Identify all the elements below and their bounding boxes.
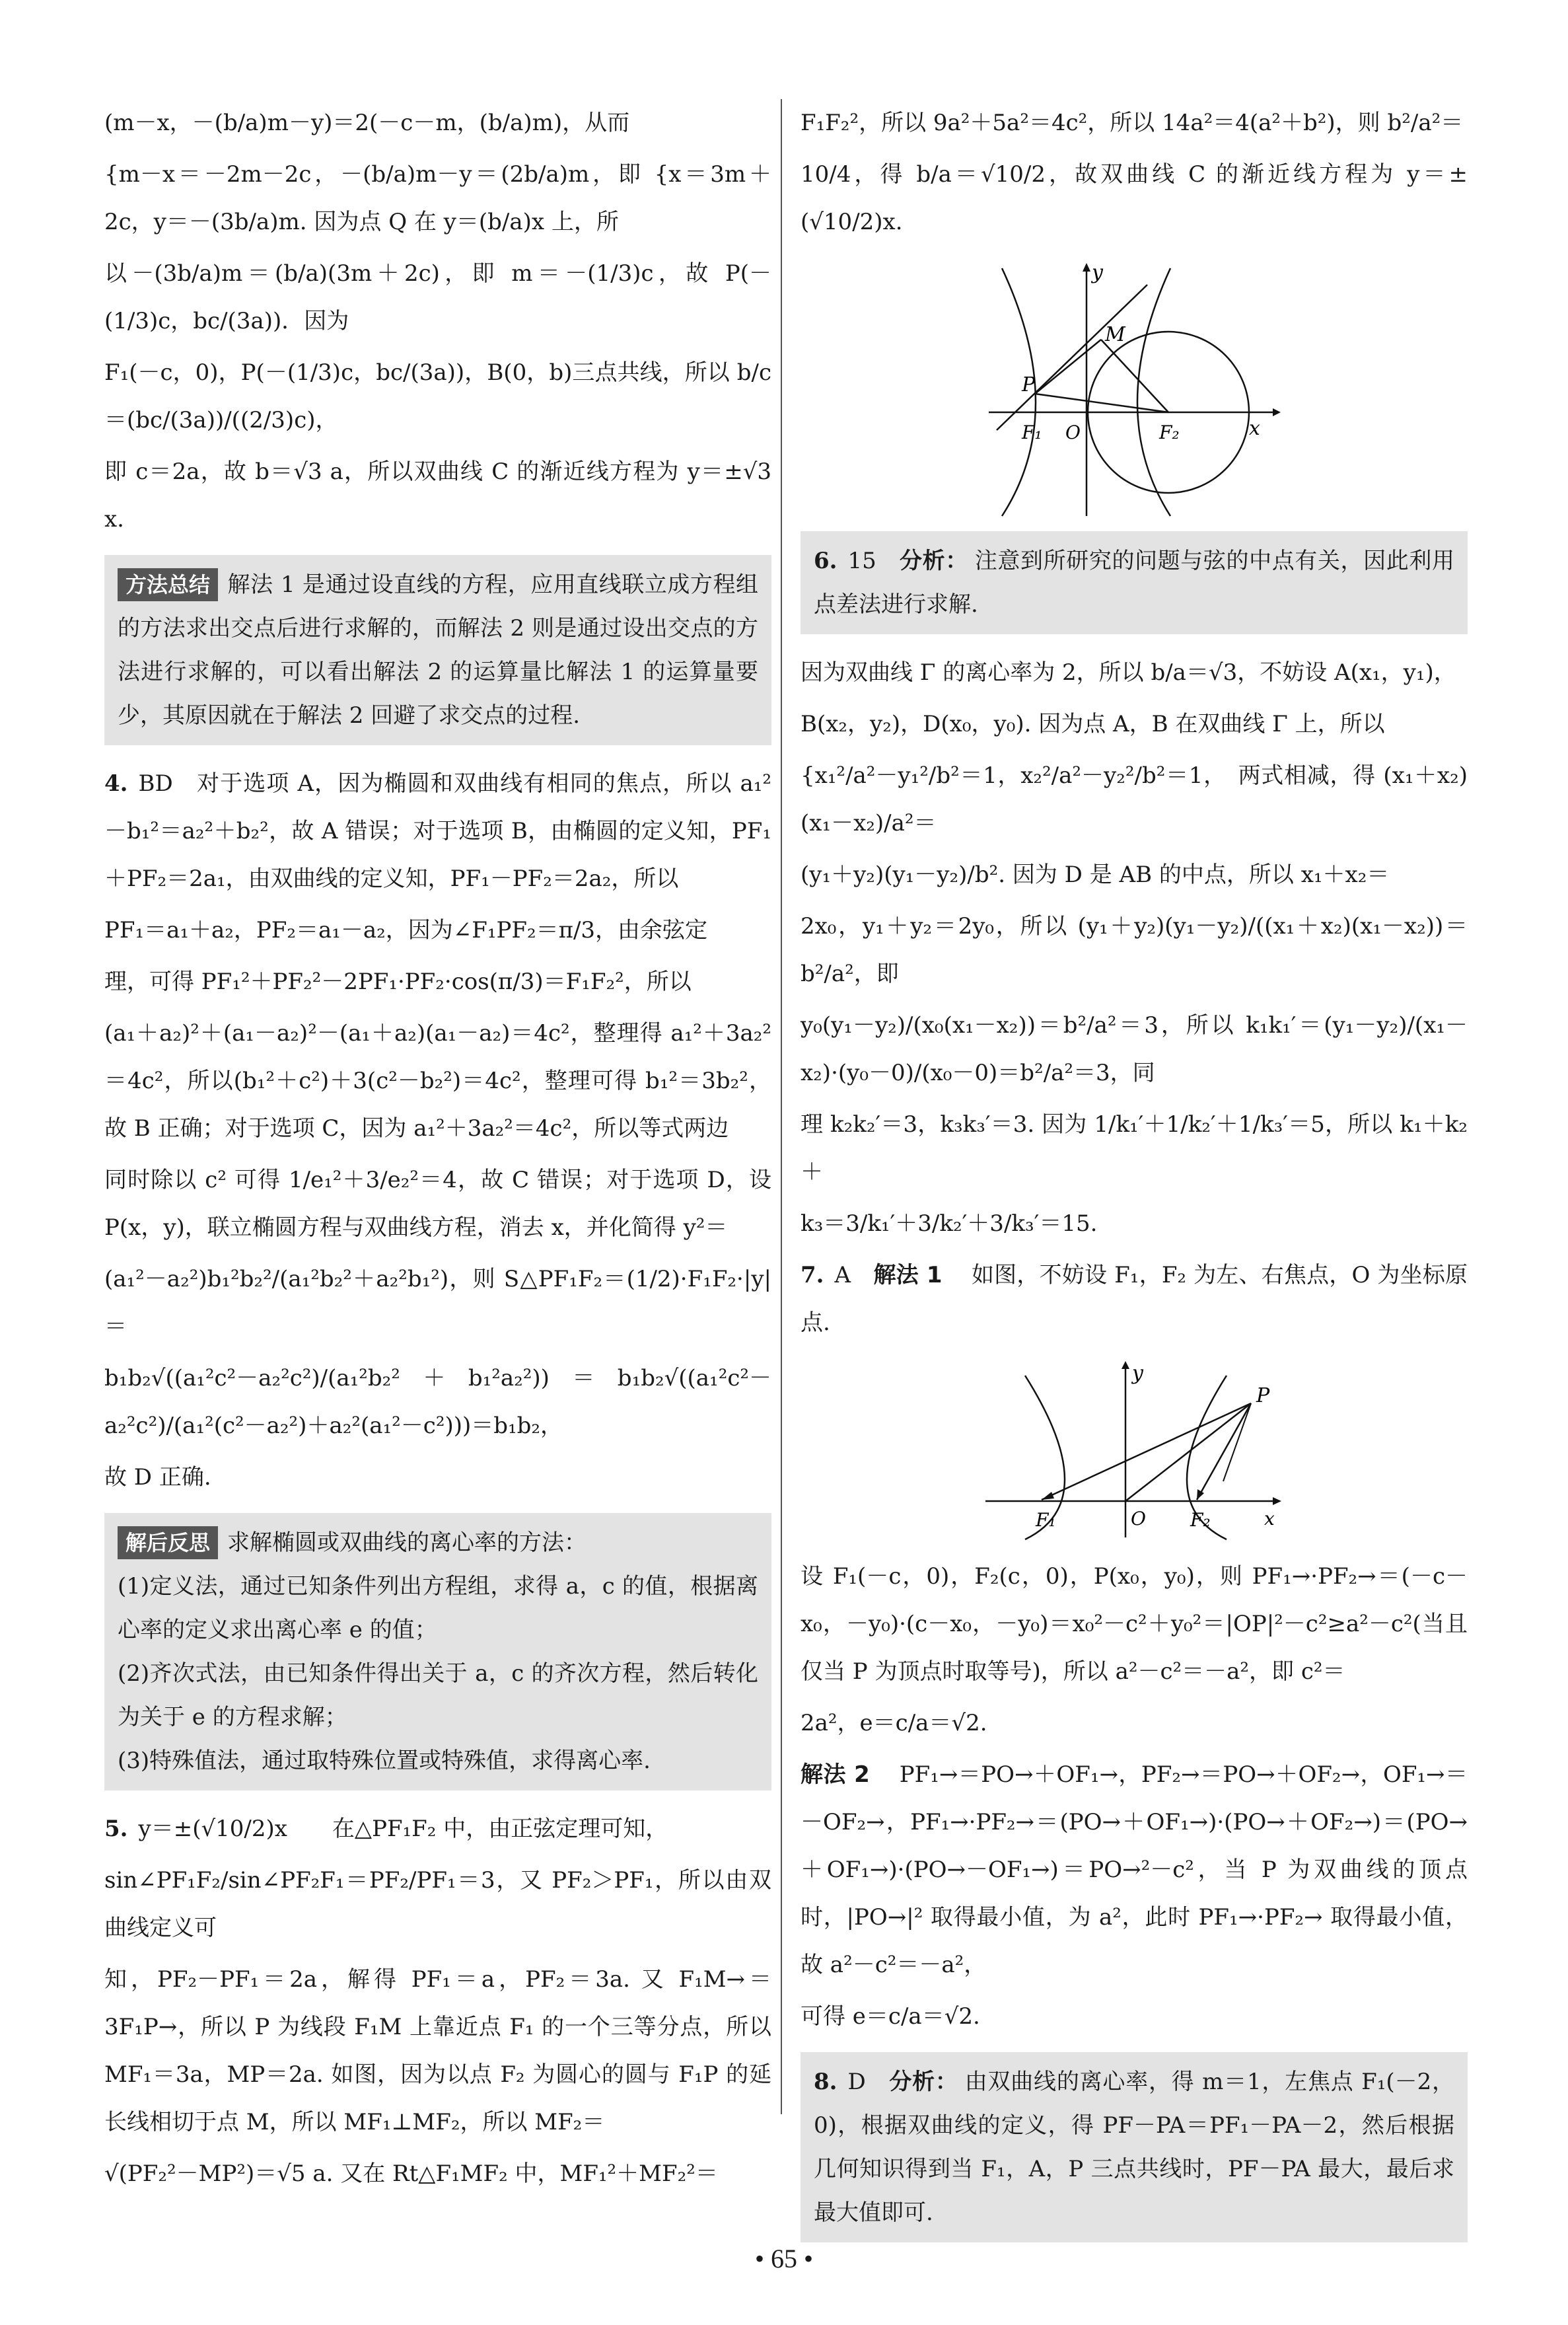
label-x: x	[1264, 1508, 1275, 1530]
label-o: O	[1131, 1508, 1146, 1530]
label-f1: F₁	[1036, 1509, 1056, 1531]
vector-pf2-arrow	[1197, 1489, 1204, 1500]
text-line: B(x₂，y₂)，D(x₀，y₀). 因为点 A，B 在双曲线 Γ 上，所以	[801, 711, 1385, 737]
segment-mf2	[1101, 340, 1168, 412]
column-divider	[781, 99, 782, 2114]
hyperbola-circle-figure	[982, 255, 1286, 519]
reflection-tag: 解后反思	[118, 1526, 218, 1559]
right-hyperbola-branch	[1137, 268, 1170, 516]
x-axis-arrow	[1273, 1497, 1281, 1505]
method-summary-text: 解法 1 是通过设直线的方程，应用直线联立成方程组的方法求出交点后进行求解的，而解法 2 则是通过设出交点的方法进行求解的，可以看出解法 2 的运算量比解法 1 的运算量要少，其原因就在于解法 2 回避了求交点的过程.	[118, 572, 758, 729]
text-line: PF₁＝a₁＋a₂，PF₂＝a₁－a₂，因为∠F₁PF₂＝π/3，由余弦定	[104, 917, 708, 943]
reflection-item: (1)定义法，通过已知条件列出方程组，求得 a，c 的值，根据离心率的定义求出离心率 e 的值；	[118, 1573, 758, 1643]
label-y: y	[1132, 1362, 1143, 1385]
text-line: k₃＝3/k₁′＋3/k₂′＋3/k₃′＝15.	[801, 1210, 1098, 1237]
y-axis-arrow	[1122, 1361, 1129, 1369]
text-line: b₁b₂√((a₁²c²－a₂²c²)/(a₁²b₂²＋b₁²a₂²))＝b₁b₂√((a₁²c²－a₂²c²)/(a₁²(c²－a₂²)＋a₂²(a₁²－c²)))＝b₁b₂，	[104, 1365, 771, 1439]
text-line: 2x₀，y₁＋y₂＝2y₀，所以 (y₁＋y₂)(y₁－y₂)/((x₁＋x₂)(x₁－x₂))＝b²/a²，即	[801, 913, 1468, 987]
analysis-label: 分析：	[899, 548, 968, 574]
solution-label: 解法 2	[801, 1761, 870, 1788]
question-number: 5.	[104, 1816, 128, 1842]
question-5: 5. y＝±(√10/2)x 在△PF₁F₂ 中，由正弦定理可知，	[104, 1816, 668, 1842]
label-m: M	[1105, 323, 1125, 346]
equation-system: {m－x＝－2m－2c，－(b/a)m－y＝(2b/a)m，即 {x＝3m＋2c，y＝－(3b/a)m. 因为点 Q 在 y＝(b/a)x 上，所	[104, 161, 771, 235]
equation-system: {x₁²/a²－y₁²/b²＝1，x₂²/a²－y₂²/b²＝1， 两式相减，得 (x₁＋x₂)(x₁－x₂)/a²＝	[801, 762, 1468, 836]
method-summary-tag: 方法总结	[118, 568, 218, 601]
reflection-item: (3)特殊值法，通过取特殊位置或特殊值，求得离心率.	[118, 1748, 651, 1774]
question-number: 4.	[104, 770, 128, 797]
segment-pf2	[1035, 394, 1168, 412]
q8-analysis-box: 8. D 分析： 由双曲线的离心率，得 m＝1，左焦点 F₁(－2，0)，根据双曲线的定义，得 PF－PA＝PF₁－PA－2，然后根据几何知识得到当 F₁，A，P 三点共线时，PF－PA 最大，最后求最大值即可.	[801, 2052, 1468, 2242]
right-column	[801, 99, 1468, 2257]
label-y: y	[1092, 261, 1103, 284]
left-column	[104, 99, 771, 2201]
method-summary-box	[104, 555, 771, 745]
x-axis-arrow	[1273, 408, 1281, 416]
solution-2: 解法 2 PF₁→＝PO→＋OF₁→，PF₂→＝PO→＋OF₂→，OF₁→＝－OF₂→，PF₁→·PF₂→＝(PO→＋OF₁→)·(PO→＋OF₂→)＝(PO→＋OF₁→)·(PO→－OF₁→)＝PO→²－c²，当 P 为双曲线的顶点时，|PO→|² 取得最小值，为 a²，此时 PF₁→·PF₂→ 取得最小值，故 a²－c²＝－a²，	[801, 1761, 1468, 1978]
label-f2: F₂	[1159, 422, 1180, 443]
solution-label: 解法 1	[873, 1262, 943, 1288]
y-axis-arrow	[1083, 263, 1090, 272]
text-line: y₀(y₁－y₂)/(x₀(x₁－x₂))＝b²/a²＝3，所以 k₁k₁′＝(y₁－y₂)/(x₁－x₂)·(y₀－0)/(x₀－0)＝b²/a²＝3，同	[801, 1012, 1468, 1086]
label-p: P	[1256, 1384, 1270, 1407]
text-line: 故 D 正确.	[104, 1464, 211, 1491]
text-line: 知，PF₂－PF₁＝2a，解得 PF₁＝a，PF₂＝3a. 又 F₁M→＝3F₁P→，所以 P 为线段 F₁M 上靠近点 F₁ 的一个三等分点，所以 MF₁＝3a，MP＝2a. 如图，因为以点 F₂ 为圆心的圆与 F₁P 的延长线相切于点 M，所以 MF₁⊥MF₂，所以 MF₂＝	[104, 1966, 771, 2135]
text-line: (a₁²－a₂²)b₁²b₂²/(a₁²b₂²＋a₂²b₁²)，则 S△PF₁F₂＝(1/2)·F₁F₂·|y|＝	[104, 1266, 771, 1340]
text-line: (y₁＋y₂)(y₁－y₂)/b². 因为 D 是 AB 的中点，所以 x₁＋x₂＝	[801, 862, 1390, 888]
text-line: 理 k₂k₂′＝3，k₃k₃′＝3. 因为 1/k₁′＋1/k₂′＋1/k₃′＝5，所以 k₁＋k₂＋	[801, 1111, 1468, 1185]
text-line: 10/4，得 b/a＝√10/2，故双曲线 C 的渐近线方程为 y＝±(√10/2)x.	[801, 161, 1468, 235]
text-line: 可得 e＝c/a＝√2.	[801, 2003, 980, 2030]
page-number: • 65 •	[754, 2244, 813, 2273]
vector-pf2	[1197, 1403, 1251, 1500]
text-line: 设 F₁(－c，0)，F₂(c，0)，P(x₀，y₀)，则 PF₁→·PF₂→＝(－c－x₀，－y₀)·(c－x₀，－y₀)＝x₀²－c²＋y₀²＝|OP|²－c²≥a²－c²(当且仅当 P 为顶点时取等号)，所以 a²－c²＝－a²，即 c²＝	[801, 1563, 1468, 1685]
text-line: F₁(－c，0)，P(－(1/3)c，bc/(3a))，B(0，b)三点共线，所以 b/c＝(bc/(3a))/((2/3)c)，	[104, 359, 771, 433]
label-x: x	[1249, 417, 1260, 440]
analysis-label: 分析：	[889, 2069, 958, 2095]
text-line: 即 c＝2a，故 b＝√3 a，所以双曲线 C 的渐近线方程为 y＝±√3 x.	[104, 459, 771, 533]
segment-pm	[1035, 340, 1101, 394]
question-number: 6.	[814, 548, 837, 574]
reflection-item: (2)齐次式法，由已知条件得出关于 a，c 的齐次方程，然后转化为关于 e 的方程求解；	[118, 1660, 758, 1730]
tangent-line	[997, 285, 1147, 430]
text-line: 2a²，e＝c/a＝√2.	[801, 1710, 987, 1736]
reflection-intro: 求解椭圆或双曲线的离心率的方法：	[227, 1530, 587, 1556]
text-line: 同时除以 c² 可得 1/e₁²＋3/e₂²＝4，故 C 错误；对于选项 D，设 P(x，y)，联立椭圆方程与双曲线方程，消去 x，并化简得 y²＝	[104, 1167, 771, 1241]
question-number: 8.	[814, 2069, 837, 2095]
text-line: F₁F₂²，所以 9a²＋5a²＝4c²，所以 14a²＝4(a²＋b²)，则 b²/a²＝	[801, 110, 1464, 136]
text-line: sin∠PF₁F₂/sin∠PF₂F₁＝PF₂/PF₁＝3，又 PF₂＞PF₁，所以由双曲线定义可	[104, 1867, 771, 1941]
q6-analysis-box: 6. 15 分析： 注意到所研究的问题与弦的中点有关，因此利用点差法进行求解.	[801, 531, 1468, 634]
label-p: P	[1022, 373, 1036, 396]
reflection-box	[104, 1513, 771, 1790]
question-number: 7.	[801, 1262, 824, 1288]
text-line: (a₁＋a₂)²＋(a₁－a₂)²－(a₁＋a₂)(a₁－a₂)＝4c²，整理得 a₁²＋3a₂²＝4c²，所以(b₁²＋c²)＋3(c²－b₂²)＝4c²，整理可得 b₁²＝3b₂²，故 B 正确；对于选项 C，因为 a₁²＋3a₂²＝4c²，所以等式两边	[104, 1020, 771, 1142]
vector-pf1-arrow	[1042, 1492, 1054, 1500]
text-line: 理，可得 PF₁²＋PF₂²－2PF₁·PF₂·cos(π/3)＝F₁F₂²，所以	[104, 969, 692, 995]
label-f1: F₁	[1022, 422, 1042, 443]
question-7: 7. A 解法 1 如图，不妨设 F₁，F₂ 为左、右焦点，O 为坐标原点.	[801, 1262, 1468, 1336]
text-line: (m－x，－(b/a)m－y)＝2(－c－m，(b/a)m)，从而	[104, 110, 630, 136]
question-4: 4. BD 对于选项 A，因为椭圆和双曲线有相同的焦点，所以 a₁²－b₁²＝a₂²＋b₂²，故 A 错误；对于选项 B，由椭圆的定义知，PF₁＋PF₂＝2a₁，由双曲线的定义知，PF₁－PF₂＝2a₂，所以	[104, 770, 771, 892]
hyperbola-vector-figure	[979, 1356, 1289, 1541]
text-line: 以－(3b/a)m＝(b/a)(3m＋2c)，即 m＝－(1/3)c，故 P(－(1/3)c，bc/(3a))．因为	[104, 260, 771, 334]
label-f2: F₂	[1190, 1509, 1211, 1531]
label-o: O	[1065, 422, 1081, 443]
text-line: 因为双曲线 Γ 的离心率为 2，所以 b/a＝√3，不妨设 A(x₁，y₁)，	[801, 659, 1456, 686]
text-line: √(PF₂²－MP²)＝√5 a. 又在 Rt△F₁MF₂ 中，MF₁²＋MF₂²＝	[104, 2160, 718, 2187]
